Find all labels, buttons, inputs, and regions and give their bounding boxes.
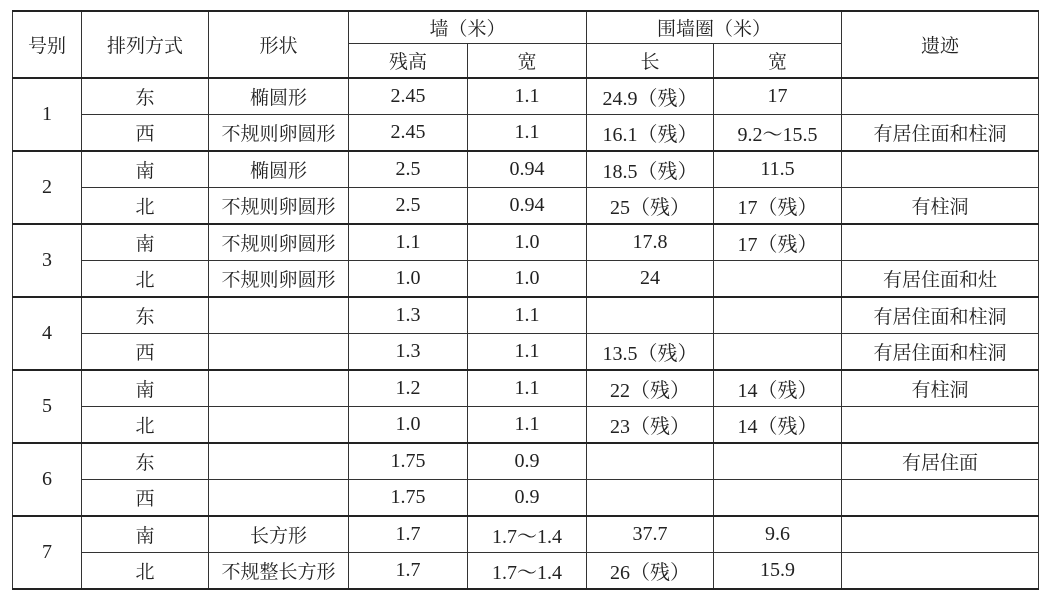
cell-wall-height: 1.75 [349, 480, 468, 517]
cell-remains: 有居住面和柱洞 [842, 115, 1039, 152]
cell-wall-width: 1.1 [468, 297, 587, 334]
table-container [12, 10, 1038, 590]
cell-enclosure-length: 26（残） [587, 553, 714, 590]
cell-remains: 有居住面和灶 [842, 261, 1039, 298]
cell-remains: 有居住面 [842, 443, 1039, 480]
cell-wall-width: 1.0 [468, 224, 587, 261]
site-wall-table [12, 10, 1039, 590]
cell-arrangement: 西 [82, 480, 209, 517]
cell-wall-width: 0.9 [468, 480, 587, 517]
cell-arrangement: 西 [82, 334, 209, 371]
cell-shape [209, 370, 349, 407]
cell-enclosure-length [587, 297, 714, 334]
cell-wall-height: 2.5 [349, 151, 468, 188]
cell-wall-height: 1.7 [349, 553, 468, 590]
cell-arrangement: 东 [82, 443, 209, 480]
header-shape: 形状 [209, 11, 349, 78]
header-wall-height: 残高 [349, 44, 468, 79]
cell-wall-height: 1.75 [349, 443, 468, 480]
cell-wall-height: 1.7 [349, 516, 468, 553]
cell-arrangement: 南 [82, 370, 209, 407]
cell-remains [842, 516, 1039, 553]
cell-wall-height: 2.45 [349, 78, 468, 115]
table-row [13, 115, 1039, 152]
cell-arrangement: 南 [82, 151, 209, 188]
cell-shape [209, 297, 349, 334]
cell-wall-width: 1.0 [468, 261, 587, 298]
table-row [13, 261, 1039, 298]
cell-group-number: 4 [13, 297, 82, 370]
header-wall: 墙（米） [349, 11, 587, 44]
cell-wall-width: 1.7～1.4 [468, 516, 587, 553]
cell-arrangement: 东 [82, 297, 209, 334]
cell-wall-width: 0.94 [468, 188, 587, 225]
header-arrangement: 排列方式 [82, 11, 209, 78]
cell-shape: 椭圆形 [209, 78, 349, 115]
cell-remains [842, 151, 1039, 188]
cell-wall-height: 1.0 [349, 261, 468, 298]
cell-arrangement: 南 [82, 516, 209, 553]
cell-arrangement: 南 [82, 224, 209, 261]
table-row [13, 78, 1039, 115]
cell-enclosure-length: 24 [587, 261, 714, 298]
cell-wall-width: 1.7～1.4 [468, 553, 587, 590]
cell-shape: 不规则卵圆形 [209, 224, 349, 261]
cell-enclosure-length: 25（残） [587, 188, 714, 225]
table-row [13, 334, 1039, 371]
cell-remains: 有柱洞 [842, 370, 1039, 407]
table-row [13, 151, 1039, 188]
cell-enclosure-length: 24.9（残） [587, 78, 714, 115]
table-row [13, 407, 1039, 444]
cell-enclosure-length: 23（残） [587, 407, 714, 444]
table-row [13, 516, 1039, 553]
cell-enclosure-width: 14（残） [714, 407, 842, 444]
cell-enclosure-length [587, 443, 714, 480]
table-row [13, 188, 1039, 225]
cell-arrangement: 北 [82, 407, 209, 444]
header-enclosure-length: 长 [587, 44, 714, 79]
cell-enclosure-width [714, 297, 842, 334]
cell-shape [209, 334, 349, 371]
cell-remains [842, 224, 1039, 261]
cell-enclosure-width: 9.2～15.5 [714, 115, 842, 152]
table-row [13, 443, 1039, 480]
cell-remains [842, 553, 1039, 590]
cell-enclosure-width [714, 480, 842, 517]
cell-enclosure-length: 22（残） [587, 370, 714, 407]
cell-wall-width: 1.1 [468, 334, 587, 371]
cell-enclosure-length: 18.5（残） [587, 151, 714, 188]
cell-enclosure-width [714, 443, 842, 480]
cell-enclosure-length: 16.1（残） [587, 115, 714, 152]
cell-remains [842, 78, 1039, 115]
cell-wall-height: 1.2 [349, 370, 468, 407]
header-enclosure: 围墙圈（米） [587, 11, 842, 44]
cell-enclosure-width [714, 261, 842, 298]
table-header [13, 11, 1039, 78]
cell-enclosure-width: 14（残） [714, 370, 842, 407]
cell-wall-width: 1.1 [468, 370, 587, 407]
cell-arrangement: 北 [82, 261, 209, 298]
cell-enclosure-length: 17.8 [587, 224, 714, 261]
cell-shape: 不规则卵圆形 [209, 115, 349, 152]
cell-wall-width: 0.9 [468, 443, 587, 480]
cell-arrangement: 北 [82, 188, 209, 225]
cell-group-number: 3 [13, 224, 82, 297]
cell-group-number: 6 [13, 443, 82, 516]
header-number: 号别 [13, 11, 82, 78]
cell-shape: 不规则卵圆形 [209, 261, 349, 298]
cell-remains: 有柱洞 [842, 188, 1039, 225]
cell-arrangement: 西 [82, 115, 209, 152]
table-row [13, 297, 1039, 334]
header-enclosure-width: 宽 [714, 44, 842, 79]
table-row [13, 370, 1039, 407]
cell-group-number: 7 [13, 516, 82, 589]
table-body [13, 78, 1039, 589]
cell-shape: 椭圆形 [209, 151, 349, 188]
cell-wall-height: 1.1 [349, 224, 468, 261]
cell-wall-height: 1.3 [349, 297, 468, 334]
cell-enclosure-width [714, 334, 842, 371]
cell-shape [209, 443, 349, 480]
cell-wall-width: 1.1 [468, 407, 587, 444]
cell-remains [842, 480, 1039, 517]
cell-shape [209, 407, 349, 444]
cell-wall-height: 2.5 [349, 188, 468, 225]
cell-enclosure-length: 37.7 [587, 516, 714, 553]
cell-shape: 不规则卵圆形 [209, 188, 349, 225]
cell-enclosure-length [587, 480, 714, 517]
table-row [13, 553, 1039, 590]
cell-enclosure-width: 15.9 [714, 553, 842, 590]
cell-enclosure-length: 13.5（残） [587, 334, 714, 371]
cell-group-number: 2 [13, 151, 82, 224]
cell-enclosure-width: 17（残） [714, 224, 842, 261]
cell-remains [842, 407, 1039, 444]
cell-arrangement: 东 [82, 78, 209, 115]
cell-shape [209, 480, 349, 517]
table-row [13, 480, 1039, 517]
cell-wall-width: 1.1 [468, 115, 587, 152]
header-wall-width: 宽 [468, 44, 587, 79]
cell-wall-width: 0.94 [468, 151, 587, 188]
cell-wall-height: 1.0 [349, 407, 468, 444]
cell-group-number: 5 [13, 370, 82, 443]
table-row [13, 224, 1039, 261]
cell-enclosure-width: 17 [714, 78, 842, 115]
cell-arrangement: 北 [82, 553, 209, 590]
cell-shape: 长方形 [209, 516, 349, 553]
cell-wall-height: 2.45 [349, 115, 468, 152]
cell-enclosure-width: 11.5 [714, 151, 842, 188]
cell-remains: 有居住面和柱洞 [842, 297, 1039, 334]
cell-group-number: 1 [13, 78, 82, 151]
cell-wall-width: 1.1 [468, 78, 587, 115]
cell-enclosure-width: 9.6 [714, 516, 842, 553]
cell-enclosure-width: 17（残） [714, 188, 842, 225]
cell-remains: 有居住面和柱洞 [842, 334, 1039, 371]
header-remains: 遗迹 [842, 11, 1039, 78]
cell-shape: 不规整长方形 [209, 553, 349, 590]
cell-wall-height: 1.3 [349, 334, 468, 371]
